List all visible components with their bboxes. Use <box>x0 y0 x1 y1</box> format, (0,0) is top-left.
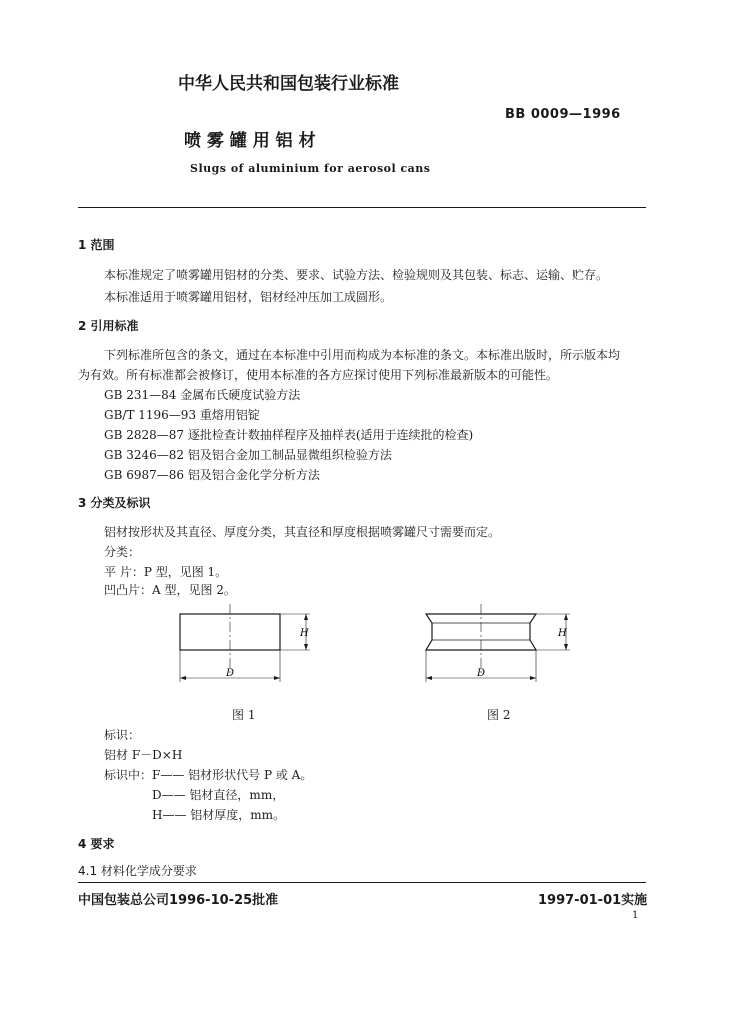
legend-f: 标识中：F—— 铝材形状代号 P 或 A。 <box>104 768 313 782</box>
arrowhead <box>274 676 280 680</box>
figure-2-concave-slug <box>414 600 584 690</box>
dimension-label-h: H <box>300 628 309 639</box>
section-4-heading: 4 要求 <box>78 837 115 851</box>
reference-item: GB 3246—82 铝及铝合金加工制品显微组织检验方法 <box>104 448 392 462</box>
dimension-label-d: D <box>477 668 486 679</box>
identification-formula: 铝材 F－D×H <box>104 748 183 762</box>
classification-flat: 平 片：P 型，见图 1。 <box>104 565 228 579</box>
reference-item: GB 2828—87 逐批检查计数抽样程序及抽样表(适用于连续批的检查) <box>104 428 474 442</box>
section-3-heading: 3 分类及标识 <box>78 496 151 510</box>
section-2-paragraph-line-2: 为有效。所有标准都会被修订，使用本标准的各方应探讨使用下列标准最新版本的可能性。 <box>78 368 559 382</box>
document-title-en: Slugs of aluminium for aerosol cans <box>190 162 431 175</box>
arrowhead <box>304 614 308 620</box>
section-2-paragraph-line-1: 下列标准所包含的条文，通过在本标准中引用而构成为本标准的条文。本标准出版时，所示版本均 <box>104 348 621 362</box>
approval-line: 中国包装总公司1996-10-25批准 <box>78 893 279 908</box>
legend-d: D—— 铝材直径，mm， <box>152 788 285 802</box>
figure-2-caption: 图 2 <box>487 708 511 722</box>
identification-label: 标识： <box>104 728 141 742</box>
reference-item: GB 231—84 金属布氏硬度试验方法 <box>104 388 301 402</box>
section-4-1-heading: 4.1 材料化学成分要求 <box>78 864 197 878</box>
arrowhead <box>304 644 308 650</box>
section-1-paragraph-2: 本标准适用于喷雾罐用铝材，铝材经冲压加工成圆形。 <box>104 290 393 304</box>
arrowhead <box>530 676 536 680</box>
page-number: 1 <box>632 910 639 921</box>
arrowhead <box>564 614 568 620</box>
section-1-paragraph-1: 本标准规定了喷雾罐用铝材的分类、要求、试验方法、检验规则及其包装、标志、运输、贮存。 <box>104 268 609 282</box>
figure-1-caption: 图 1 <box>232 708 256 722</box>
arrowhead <box>564 644 568 650</box>
classification-label: 分类： <box>104 545 141 559</box>
standard-category: 中华人民共和国包装行业标准 <box>178 74 399 94</box>
standard-number: BB 0009—1996 <box>505 107 621 122</box>
reference-item: GB 6987—86 铝及铝合金化学分析方法 <box>104 468 320 482</box>
document-title: 喷 雾 罐 用 铝 材 <box>184 131 316 151</box>
footer-rule <box>78 882 646 883</box>
figure-1-flat-slug <box>170 600 320 690</box>
dimension-label-d: D <box>226 668 235 679</box>
dimension-label-h: H <box>558 628 567 639</box>
reference-item: GB/T 1196—93 重熔用铝锭 <box>104 408 260 422</box>
header-rule <box>78 207 646 208</box>
effective-date: 1997-01-01实施 <box>538 893 648 908</box>
arrowhead <box>180 676 186 680</box>
section-1-heading: 1 范围 <box>78 238 115 252</box>
section-2-heading: 2 引用标准 <box>78 319 139 333</box>
arrowhead <box>426 676 432 680</box>
legend-h: H—— 铝材厚度，mm。 <box>152 808 286 822</box>
classification-concave: 凹凸片：A 型，见图 2。 <box>104 583 236 597</box>
section-3-paragraph: 铝材按形状及其直径、厚度分类，其直径和厚度根据喷雾罐尺寸需要而定。 <box>104 525 501 539</box>
